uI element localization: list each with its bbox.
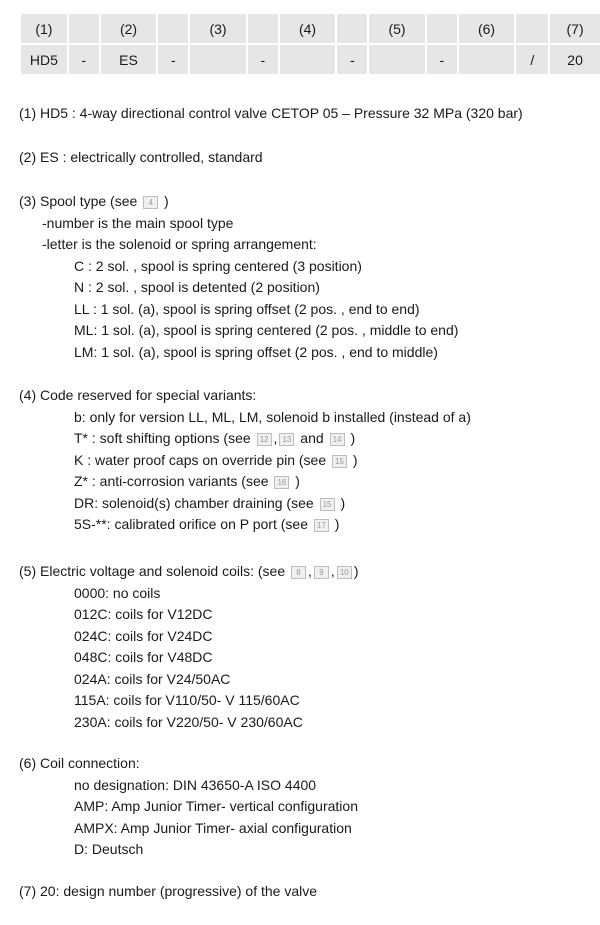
coil-option: 0000: no coils — [74, 584, 161, 601]
code-value-cell: / — [516, 45, 550, 76]
spool-option: N : 2 sol. , spool is detented (2 position) — [74, 279, 320, 295]
code-value-cell — [459, 45, 517, 76]
item5-title: (5) Electric voltage and solenoid coils: (see 8 , 9 , 10 ) — [19, 563, 359, 579]
coil-option: 024A: coils for V24/50AC — [74, 670, 231, 687]
variant-t: T* : soft shifting options (see 12 , 13 and 14 ) — [74, 430, 356, 446]
item3-title: (3) Spool type (see 4 ) — [19, 193, 169, 209]
page-ref-icon: 4 — [143, 196, 158, 209]
page-ref-icon: 10 — [337, 566, 352, 579]
coil-option: 024C: coils for V24DC — [74, 627, 213, 644]
ordering-code-table — [21, 14, 600, 76]
code-header-cell: (2) — [101, 14, 159, 45]
item5-section — [19, 561, 358, 733]
code-header-row — [21, 14, 600, 45]
code-header-cell — [69, 14, 101, 45]
code-header-cell: (3) — [190, 14, 248, 45]
item7-description: (7) 20: design number (progressive) of the valve — [19, 883, 318, 899]
spool-option: ML: 1 sol. (a), spool is spring centered (2 pos. , middle to end) — [74, 322, 459, 338]
item3-line: -letter is the solenoid or spring arrangement: — [42, 236, 317, 252]
connection-option: D: Deutsch — [74, 841, 144, 857]
item6-title: (6) Coil connection: — [19, 755, 140, 771]
code-value-cell: ES — [101, 45, 159, 76]
code-header-cell — [427, 14, 459, 45]
connection-option: AMPX: Amp Junior Timer- axial configuration — [74, 819, 352, 836]
item4-title: (4) Code reserved for special variants: — [19, 387, 257, 403]
item1-description: (1) HD5 : 4-way directional control valve CETOP 05 – Pressure 32 MPa (320 bar) — [19, 105, 523, 121]
code-header-cell: (6) — [459, 14, 517, 45]
code-header-cell: (7) — [550, 14, 600, 45]
code-value-cell: - — [337, 45, 369, 76]
page-ref-icon: 12 — [257, 433, 272, 446]
variant-k: K : water proof caps on override pin (see 15 ) — [74, 451, 358, 468]
code-value-cell: - — [158, 45, 190, 76]
page-ref-icon: 13 — [279, 433, 294, 446]
spool-option: LM: 1 sol. (a), spool is spring offset (2 pos. , end to middle) — [74, 343, 438, 360]
coil-option: 230A: coils for V220/50- V 230/60AC — [74, 713, 303, 730]
item3-section — [19, 191, 458, 363]
code-value-cell — [369, 45, 427, 76]
code-header-cell — [158, 14, 190, 45]
variant-b: b: only for version LL, ML, LM, solenoid b installed (instead of a) — [74, 408, 471, 425]
page-ref-icon: 9 — [314, 566, 329, 579]
code-value-cell: HD5 — [21, 45, 69, 76]
code-value-cell: - — [427, 45, 459, 76]
connection-option: AMP: Amp Junior Timer- vertical configuration — [74, 798, 358, 814]
page-ref-icon: 15 — [320, 498, 335, 511]
item6-section — [19, 753, 358, 861]
code-header-cell — [337, 14, 369, 45]
code-value-cell: - — [69, 45, 101, 76]
connection-option: no designation: DIN 43650-A ISO 4400 — [74, 776, 317, 793]
coil-option: 115A: coils for V110/50- V 115/60AC — [74, 692, 300, 708]
coil-option: 012C: coils for V12DC — [74, 606, 213, 622]
spool-option: C : 2 sol. , spool is spring centered (3 position) — [74, 257, 362, 274]
page-ref-icon: 17 — [314, 519, 329, 532]
spool-option: LL : 1 sol. (a), spool is spring offset (2 pos. , end to end) — [74, 300, 420, 317]
variant-dr: DR: solenoid(s) chamber draining (see 15 ) — [74, 494, 346, 511]
coil-option: 048C: coils for V48DC — [74, 649, 213, 665]
variant-5s: 5S-**: calibrated orifice on P port (see 17 ) — [74, 516, 340, 532]
code-header-cell: (5) — [369, 14, 427, 45]
page-ref-icon: 16 — [274, 476, 289, 489]
code-value-cell: 20 — [550, 45, 600, 76]
code-header-cell — [516, 14, 550, 45]
code-value-cell — [190, 45, 248, 76]
item2-description: (2) ES : electrically controlled, standard — [19, 149, 263, 165]
code-value-row — [21, 45, 600, 76]
item4-section — [19, 385, 471, 536]
page-ref-icon: 14 — [330, 433, 345, 446]
page-ref-icon: 8 — [291, 566, 306, 579]
variant-z: Z* : anti-corrosion variants (see 16 ) — [74, 473, 300, 489]
item3-line: -number is the main spool type — [42, 214, 234, 231]
page-ref-icon: 15 — [332, 455, 347, 468]
code-value-cell — [280, 45, 338, 76]
code-header-cell — [248, 14, 280, 45]
code-value-cell: - — [248, 45, 280, 76]
code-header-cell: (4) — [280, 14, 338, 45]
code-header-cell: (1) — [21, 14, 69, 45]
